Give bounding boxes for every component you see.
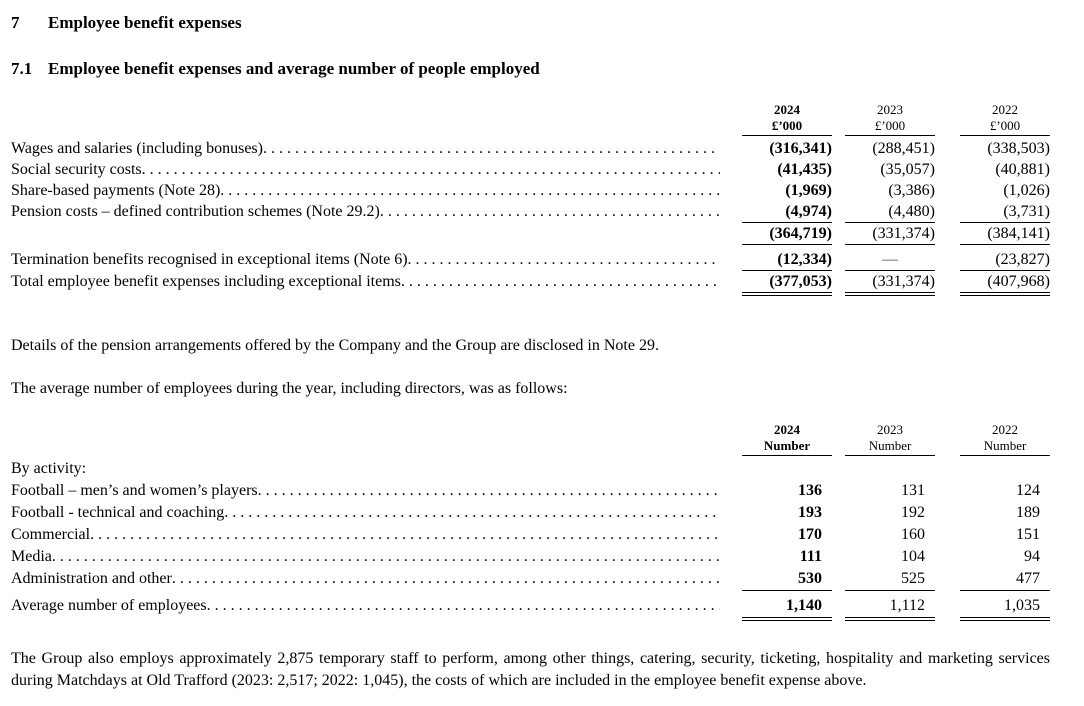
value-2024: (41,435) xyxy=(777,161,832,178)
table-row-administration xyxy=(11,568,1050,591)
value-2022: (23,827) xyxy=(960,249,1050,271)
column-header-2023: 2023 Number xyxy=(845,422,935,456)
leader-dots xyxy=(172,568,720,590)
row-label: Share-based payments (Note 28) xyxy=(11,182,221,199)
section-heading xyxy=(11,12,1050,33)
row-label: Media xyxy=(11,548,52,565)
table-row-commercial xyxy=(11,524,1050,546)
total-2022: (407,968) xyxy=(960,271,1050,296)
value-2023: 192 xyxy=(901,504,925,521)
value-2022: 124 xyxy=(1016,482,1040,499)
value-2024: (1,969) xyxy=(785,182,832,199)
value-2023: 104 xyxy=(901,548,925,565)
row-label: Termination benefits recognised in exceptional items (Note 6) xyxy=(11,251,408,268)
value-2024: 193 xyxy=(798,504,822,521)
value-2023: 131 xyxy=(901,482,925,499)
value-2023: 160 xyxy=(901,526,925,543)
row-label: Pension costs – defined contribution schemes (Note 29.2) xyxy=(11,203,380,220)
value-2023: (3,386) xyxy=(888,182,935,199)
leader-dots xyxy=(224,502,720,524)
leader-dots xyxy=(263,138,720,159)
employees-table xyxy=(11,422,1050,621)
value-2023: 525 xyxy=(845,568,935,591)
value-2022: (1,026) xyxy=(1003,182,1050,199)
leader-dots xyxy=(207,595,720,617)
value-2022: 189 xyxy=(1016,504,1040,521)
table-row-share-based xyxy=(11,180,1050,201)
value-2022: (338,503) xyxy=(987,140,1050,157)
leader-dots xyxy=(142,159,720,180)
employees-table-header xyxy=(11,422,1050,456)
table-row-football-players xyxy=(11,480,1050,502)
group-label: By activity: xyxy=(11,460,87,477)
row-label: Football – men’s and women’s players xyxy=(11,482,258,499)
value-2023-dash: — xyxy=(845,249,935,271)
table-row-football-coaching xyxy=(11,502,1050,524)
value-2023: (288,451) xyxy=(872,140,935,157)
leader-dots xyxy=(408,249,720,270)
value-2022: (3,731) xyxy=(960,201,1050,223)
subsection-number: 7.1 xyxy=(11,59,33,78)
subtotal-2023: (331,374) xyxy=(845,223,935,245)
expenses-table-header xyxy=(11,102,1050,136)
section-title: Employee benefit expenses xyxy=(48,13,242,32)
value-2024: (316,341) xyxy=(769,140,832,157)
row-label: Football - technical and coaching xyxy=(11,504,225,521)
column-header-2022: 2022 Number xyxy=(960,422,1050,456)
leader-dots xyxy=(220,180,720,201)
table-row-social-security xyxy=(11,159,1050,180)
value-2024: (4,974) xyxy=(742,201,832,223)
value-2024: 111 xyxy=(799,548,822,565)
value-2022: (40,881) xyxy=(995,161,1050,178)
expenses-table xyxy=(11,102,1050,296)
table-row-termination xyxy=(11,249,1050,271)
leader-dots xyxy=(258,480,720,502)
pension-note-paragraph: Details of the pension arrangements offered by the Company and the Group are disclosed in Note 29. xyxy=(11,337,659,354)
table-row-by-activity xyxy=(11,458,1050,480)
subtotal-2024: (364,719) xyxy=(742,223,832,245)
column-header-2022: 2022 £’000 xyxy=(960,102,1050,136)
row-label: Total employee benefit expenses including exceptional items xyxy=(11,273,401,290)
leader-dots xyxy=(401,271,720,292)
column-header-2024: 2024 £’000 xyxy=(742,102,832,136)
employees-intro-paragraph: The average number of employees during the year, including directors, was as follows: xyxy=(11,380,568,397)
total-2023: (331,374) xyxy=(845,271,935,296)
value-2022: 477 xyxy=(960,568,1050,591)
column-header-2023: 2023 £’000 xyxy=(845,102,935,136)
row-label: Social security costs xyxy=(11,161,142,178)
value-2023: (4,480) xyxy=(845,201,935,223)
table-row-wages xyxy=(11,138,1050,159)
value-2024: 136 xyxy=(798,482,822,499)
value-2022: 94 xyxy=(1024,548,1040,565)
section-number: 7 xyxy=(11,13,20,32)
row-label: Commercial xyxy=(11,526,91,543)
value-2022: 151 xyxy=(1016,526,1040,543)
total-2022: 1,035 xyxy=(960,595,1050,621)
row-label: Average number of employees xyxy=(11,597,207,614)
table-row-media xyxy=(11,546,1050,568)
value-2024: (12,334) xyxy=(742,249,832,271)
total-2023: 1,112 xyxy=(845,595,935,621)
table-row-total xyxy=(11,271,1050,296)
total-2024: 1,140 xyxy=(742,595,832,621)
temporary-staff-paragraph: The Group also employs approximately 2,875 temporary staff to perform, among other things, catering, security, ticketing, hospitality and marketing services during Matchdays at Old Trafford (2023: 2,517; 2022: 1,045), the costs of which are included in the employee benefit expense above. xyxy=(11,650,1050,689)
value-2024: 530 xyxy=(742,568,832,591)
subtotal-2022: (384,141) xyxy=(960,223,1050,245)
column-header-2024: 2024 Number xyxy=(742,422,832,456)
subsection-heading xyxy=(11,58,1050,79)
value-2023: (35,057) xyxy=(880,161,935,178)
value-2024: 170 xyxy=(798,526,822,543)
subsection-title: Employee benefit expenses and average number of people employed xyxy=(48,59,540,78)
table-row-subtotal xyxy=(11,223,1050,245)
table-row-pension xyxy=(11,201,1050,223)
table-row-average-total xyxy=(11,595,1050,621)
total-2024: (377,053) xyxy=(742,271,832,296)
row-label: Wages and salaries (including bonuses) xyxy=(11,140,263,157)
leader-dots xyxy=(90,524,720,546)
row-label: Administration and other xyxy=(11,570,172,587)
leader-dots xyxy=(380,201,720,222)
leader-dots xyxy=(52,546,720,568)
